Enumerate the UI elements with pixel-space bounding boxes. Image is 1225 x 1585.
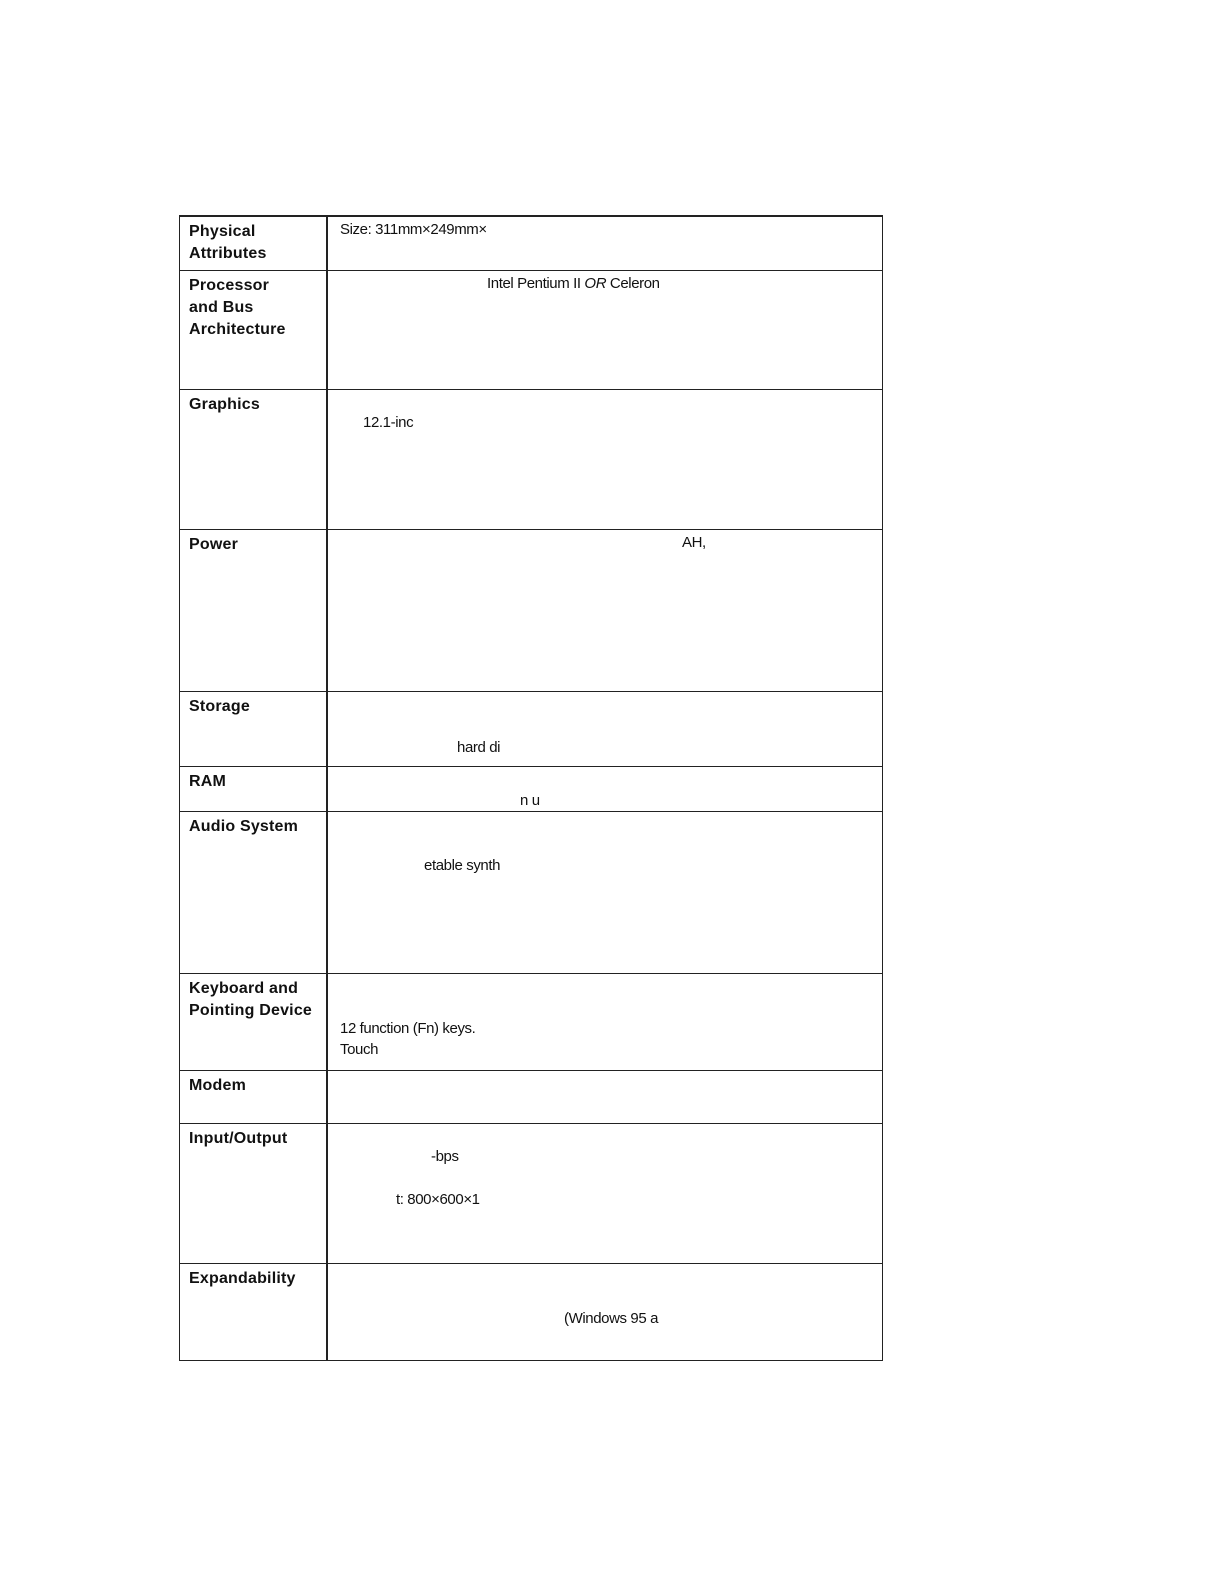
spec-row-processor: [179, 271, 882, 390]
label-line: Keyboard and: [189, 980, 299, 997]
spec-label-ram: [179, 767, 328, 811]
label-line: Attributes: [189, 245, 267, 262]
label-line: Graphics: [189, 396, 260, 413]
spec-row-ram: [179, 767, 882, 812]
spec-content-modem: [328, 1071, 882, 1123]
spec-row-power: [179, 530, 882, 692]
spec-label-io: [179, 1124, 328, 1263]
spec-text: -bps: [431, 1148, 459, 1165]
label-line: Input/Output: [189, 1130, 288, 1147]
spec-label-audio: [179, 812, 328, 973]
label-line: Audio System: [189, 818, 299, 835]
spec-row-physical: [179, 217, 882, 271]
spec-row-expandability: [179, 1264, 882, 1361]
spec-text: Touch: [340, 1041, 379, 1058]
spec-row-io: [179, 1124, 882, 1264]
label-line: Pointing Device: [189, 1002, 313, 1019]
spec-content-audio: [328, 812, 882, 973]
spec-row-keyboard: [179, 974, 882, 1071]
spec-label-expandability: [179, 1264, 328, 1360]
spec-text-part: Intel Pentium II: [487, 275, 585, 292]
label-line: Modem: [189, 1077, 246, 1094]
label-line: and Bus: [189, 299, 254, 316]
spec-content-expandability: [328, 1264, 882, 1360]
spec-label-processor: [179, 271, 328, 389]
spec-text-emphasis: OR: [584, 275, 607, 292]
spec-label-graphics: [179, 390, 328, 529]
spec-row-graphics: [179, 390, 882, 530]
spec-text: Size: 311mm×249mm×: [340, 221, 487, 238]
spec-content-graphics: [328, 390, 882, 529]
spec-text: 12.1-inc: [363, 414, 414, 431]
spec-content-power: [328, 530, 882, 691]
spec-row-audio: [179, 812, 882, 974]
spec-text: 12 function (Fn) keys.: [340, 1020, 476, 1037]
spec-content-physical: [328, 217, 882, 270]
spec-text: AH,: [682, 534, 706, 551]
spec-text: (Windows 95 a: [564, 1310, 659, 1327]
spec-text: [487, 274, 660, 294]
spec-content-storage: [328, 692, 882, 766]
spec-row-modem: [179, 1071, 882, 1124]
label-line: Power: [189, 536, 239, 553]
label-line: RAM: [189, 773, 227, 790]
spec-row-storage: [179, 692, 882, 767]
spec-text-part: Celeron: [606, 275, 660, 292]
spec-text: etable synth: [424, 857, 501, 874]
spec-content-processor: [328, 271, 882, 389]
spec-label-storage: [179, 692, 328, 766]
spec-label-physical: [179, 217, 328, 270]
label-line: Processor: [189, 277, 270, 294]
spec-label-power: [179, 530, 328, 691]
spec-label-keyboard: [179, 974, 328, 1070]
spec-content-ram: [328, 767, 882, 811]
spec-content-keyboard: [328, 974, 882, 1070]
spec-text: hard di: [457, 739, 501, 756]
label-line: Storage: [189, 698, 250, 715]
label-line: Architecture: [189, 321, 286, 338]
label-line: Expandability: [189, 1270, 296, 1287]
spec-text: n u: [520, 792, 540, 809]
spec-content-io: [328, 1124, 882, 1263]
spec-label-modem: [179, 1071, 328, 1123]
spec-table: [179, 215, 883, 1361]
label-line: Physical: [189, 223, 256, 240]
spec-text: t: 800×600×1: [396, 1191, 480, 1208]
